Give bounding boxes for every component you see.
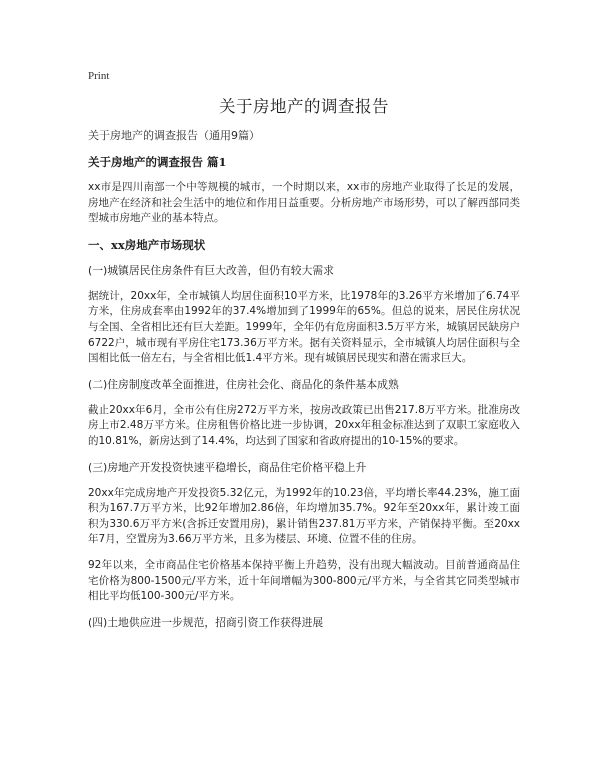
subsection-heading-1: (一)城镇居民住房条件有巨大改善，但仍有较大需求 [88, 263, 334, 277]
subsection-paragraph-3a: 20xx年完成房地产开发投资5.32亿元，为1992年的10.23倍，平均增长率44.23%，施工面积为167.7万平方米，比92年增加2.86倍，年均增加35.7%。92年至20xx年，累计竣工面积为330.6万平方米(含拆迁安置用房)，累计销售237.81万平方米，产销保持平衡。至20xx年7月，空置房为3.66万平方米，且多为楼层、环境、位置不佳的住房。 [88, 486, 520, 546]
subsection-paragraph-2: 截止20xx年6月，全市公有住房272万平方米，按房改政策已出售217.8万平方米。批准房改房上市2.48万平方米。住房租售价格比进一步协调，20xx年租金标准达到了双职工家庭收入的10.81%，新房达到了14.4%，均达到了国家和省政府提出的10-15%的要求。 [88, 403, 520, 447]
subsection-heading-3: (三)房地产开发投资快速平稳增长，商品住宅价格平稳上升 [88, 460, 367, 474]
subsection-paragraph-1: 据统计，20xx年，全市城镇人均居住面积10平方米，比1978年的3.26平方米增加了6.74平方米，住房成套率由1992年的37.4%增加到了1999年的65%。但总的说来，居民住房状况与全国、全省相比还有巨大差距。1999年，全年仍有危房面积3.5万平方米，城镇居民缺房户6722户，城市现有平房住宅173.36万平方米。据有关资料显示，全市城镇人均居住面积与全国相比低一倍左右，与全省相比低1.4平方米。现有城镇居民现实和潜在需求巨大。 [88, 289, 520, 365]
document-subtitle: 关于房地产的调查报告（通用9篇） [88, 129, 260, 142]
section-heading-1: 一、xx房地产市场现状 [88, 237, 206, 252]
subsection-heading-4: (四)土地供应进一步规范，招商引资工作获得进展 [88, 615, 324, 629]
article-heading: 关于房地产的调查报告 篇1 [88, 155, 227, 169]
document-title: 关于房地产的调查报告 [219, 97, 389, 116]
intro-paragraph: xx市是四川南部一个中等规模的城市，一个时期以来，xx市的房地产业取得了长足的发展，房地产在经济和社会生活中的地位和作用日益重要。分析房地产市场形势，可以了解西部同类型城市房地产业的基本特点。 [88, 181, 520, 225]
print-label: Print [88, 70, 110, 82]
subsection-heading-2: (二)住房制度改革全面推进，住房社会化、商品化的条件基本成熟 [88, 377, 399, 391]
subsection-paragraph-3b: 92年以来，全市商品住宅价格基本保持平衡上升趋势，没有出现大幅波动。目前普通商品住宅价格为800-1500元/平方米，近十年间增幅为300-800元/平方米，与全省其它同类型城市相比平均低100-300元/平方米。 [88, 558, 520, 603]
document-content [88, 96, 520, 641]
